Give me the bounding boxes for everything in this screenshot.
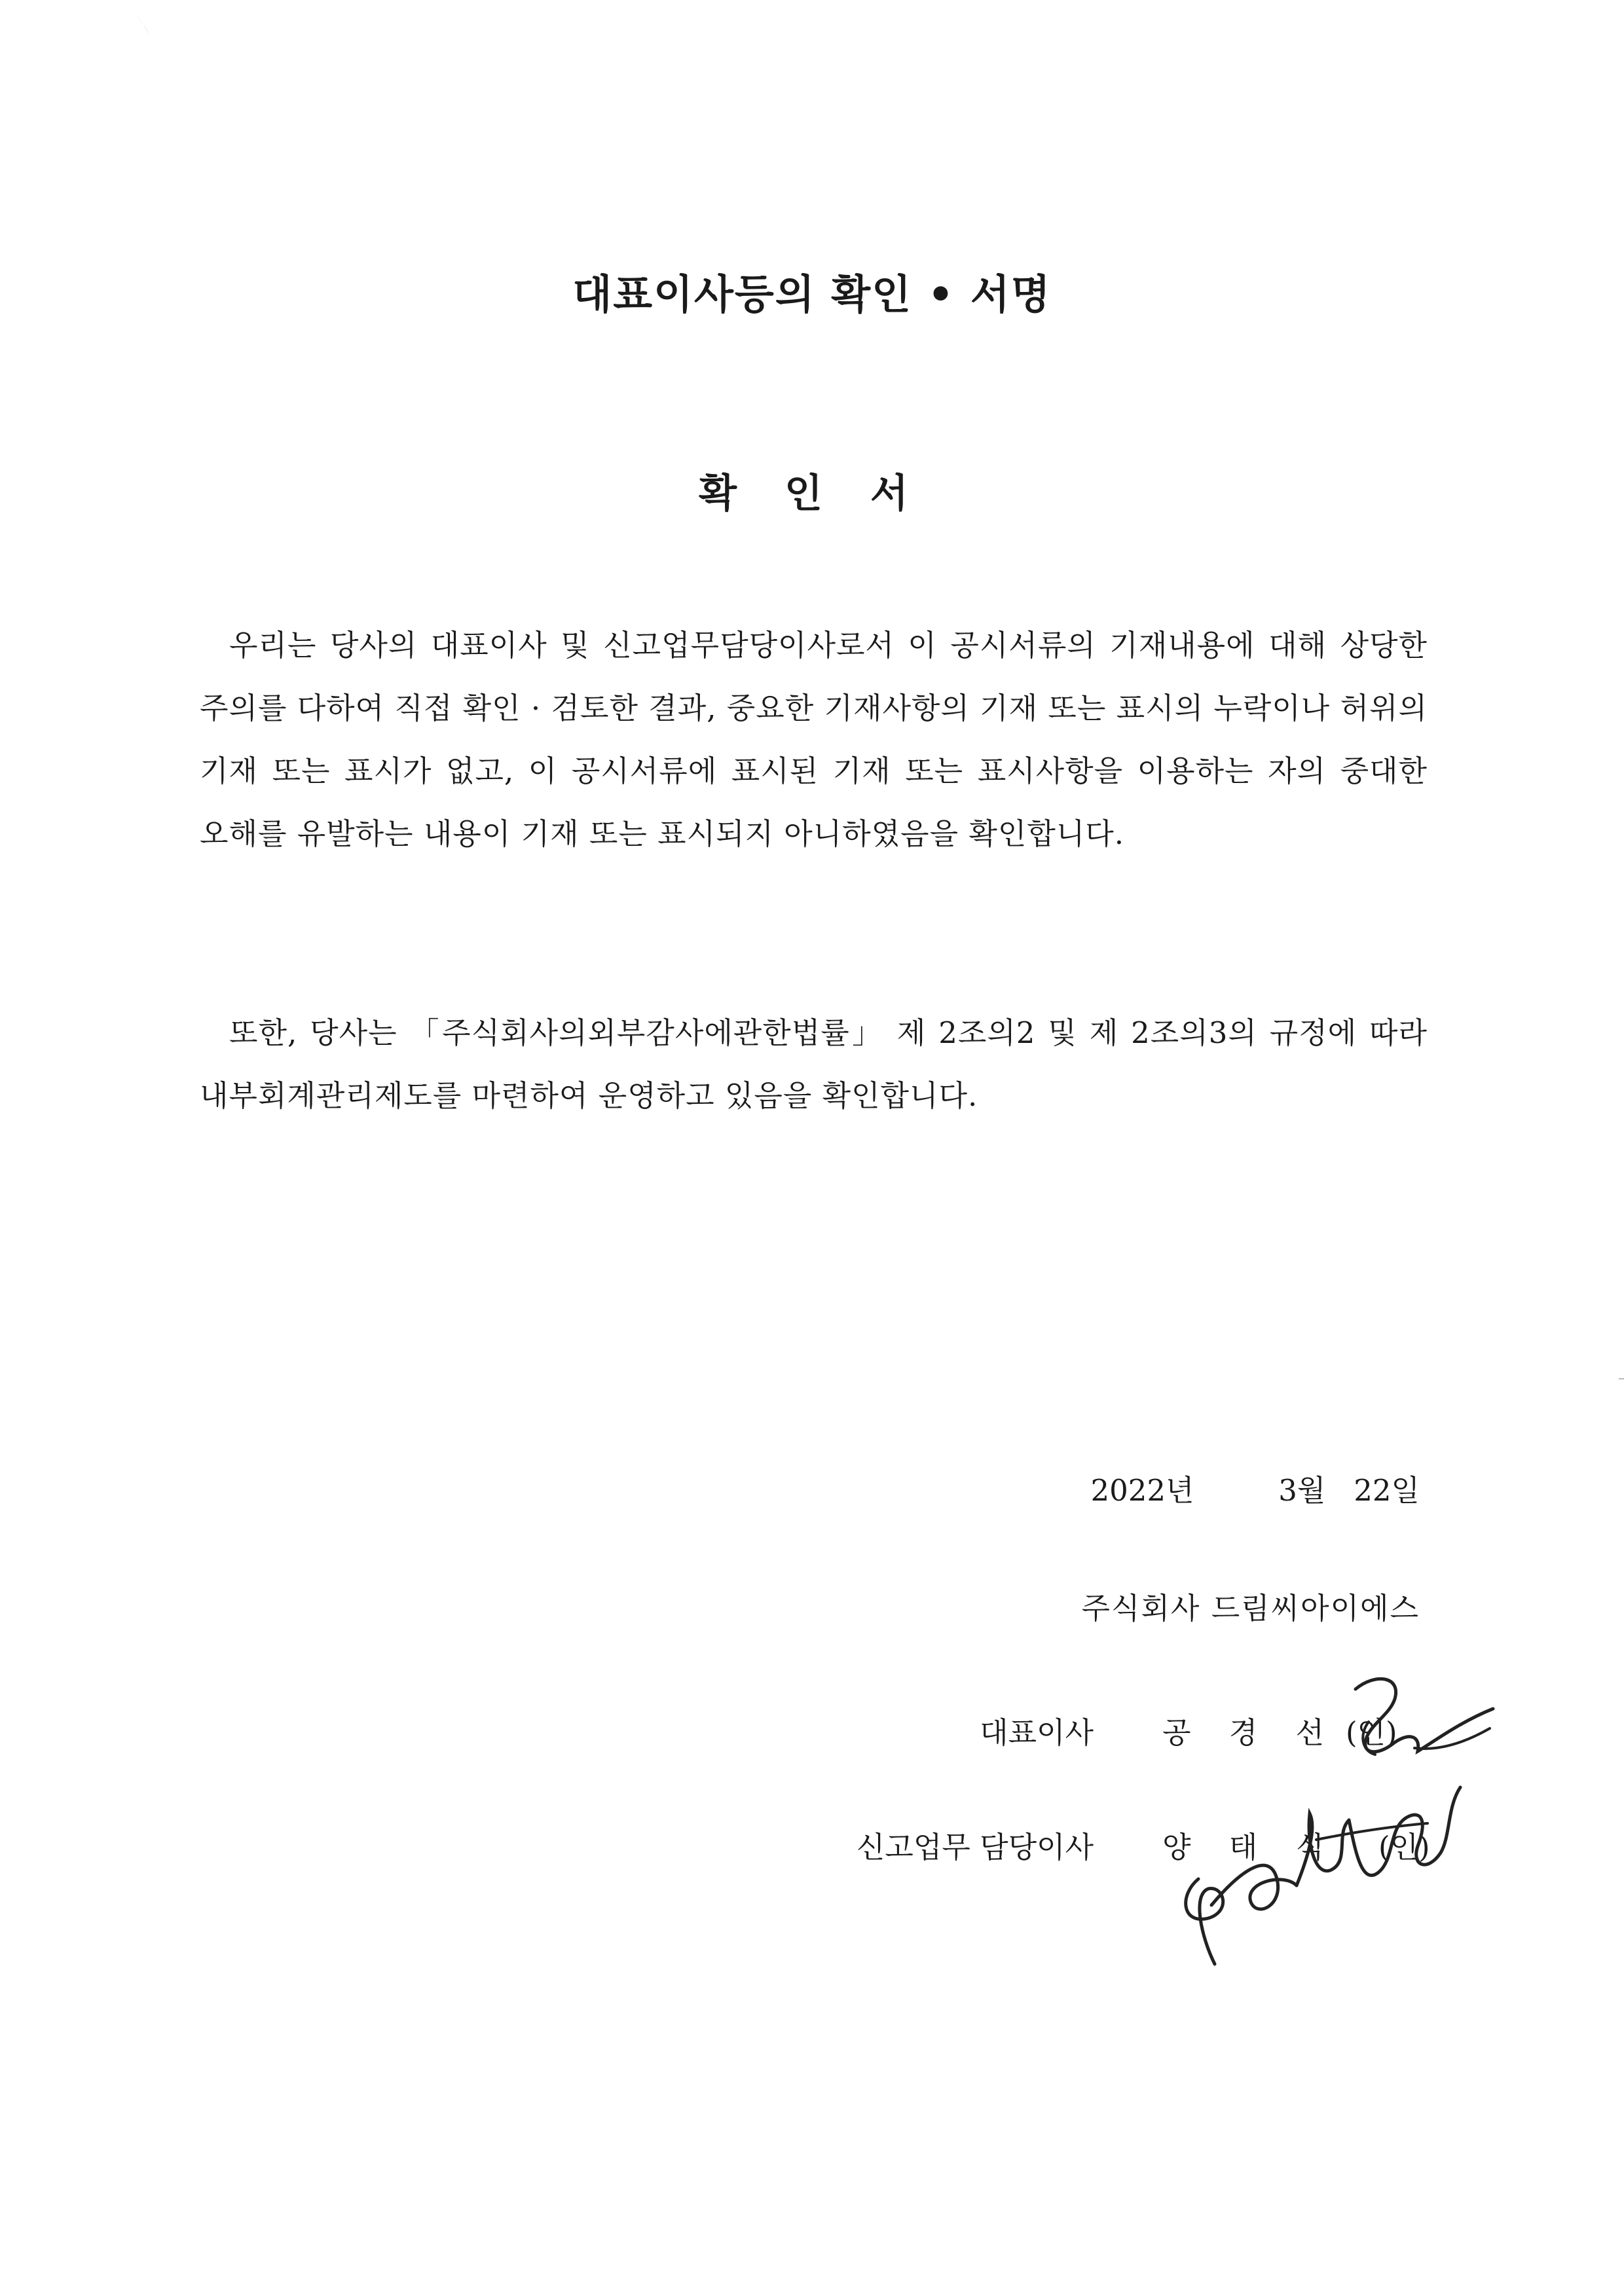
ceo-name: 공 경 선 [1162,1715,1339,1750]
date-month: 3월 [1278,1473,1326,1508]
cfo-name: 양 태 식 [1162,1830,1339,1865]
company-name: 주식회사 드림씨아이에스 [1081,1591,1420,1626]
scan-artifact-mark [131,8,157,41]
confirmation-paragraph [200,614,1428,866]
cfo-role-label: 신고업무 담당이사 [856,1830,1094,1865]
date-year: 2022년 [1090,1473,1194,1508]
internal-control-paragraph [200,1002,1428,1127]
confirmation-paragraph-text: 우리는 당사의 대표이사 및 신고업무담당이사로서 이 공시서류의 기재내용에 대해 상당한 주의를 다하여 직접 확인 · 검토한 결과, 중요한 기재사항의 기재 또는 표시의 누락이나 허위의 기재 또는 표시가 없고, 이 공시서류에 표시된 기재 또는 표시사항을 이용하는 자의 중대한 오해를 유발하는 내용이 기재 또는 표시되지 아니하였음을 확인합니다. [200,628,1428,851]
cfo-signature-icon [1153,1755,1467,1977]
cfo-seal-mark: (인) [1378,1830,1430,1865]
date-day: 22일 [1354,1473,1420,1508]
ceo-role-label: 대표이사 [980,1715,1094,1750]
scan-edge-line [1619,1378,1624,1379]
ceo-seal-mark: (인) [1346,1715,1397,1750]
ceo-role-cell [845,1709,1094,1748]
document-date [1090,1467,1420,1509]
internal-control-paragraph-text: 또한, 당사는 「주식회사의외부감사에관한법률」 제 2조의2 및 제 2조의3의 규정에 따라 내부회계관리제도를 마련하여 운영하고 있음을 확인합니다. [200,1015,1428,1113]
page-title: 대표이사등의 확인 • 서명 [572,270,1052,318]
document-subtitle: 확 인 서 [699,471,925,517]
cfo-role-cell [694,1823,1094,1863]
